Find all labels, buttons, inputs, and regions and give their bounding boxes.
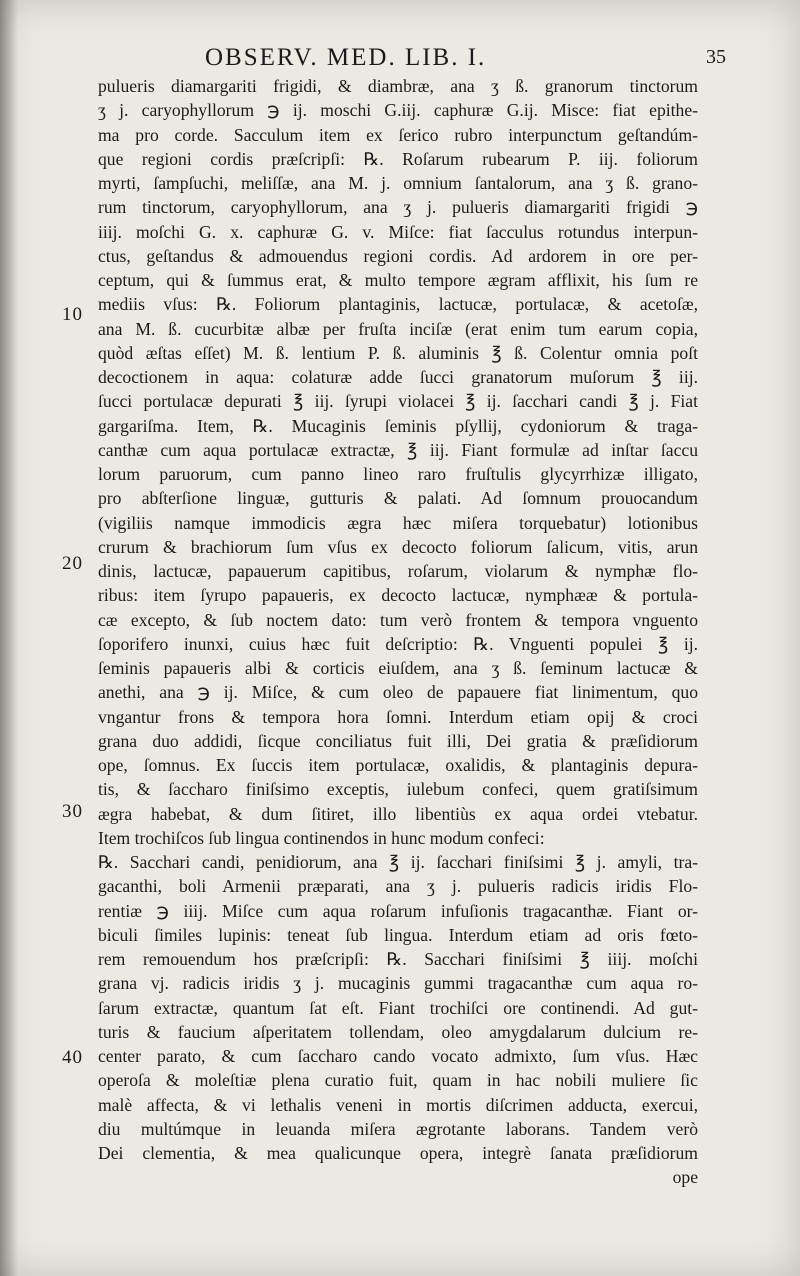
text-line: turis & faucium aſperitatem tollendam, oleo amygdalarum dulcium re- — [98, 1021, 698, 1042]
text-line: ſarum extractæ, quantum ſat eſt. Fiant trochiſci ore continendi. Ad gut- — [98, 997, 698, 1018]
text-line: ℞. Sacchari candi, penidiorum, ana ℥ ij. ſacchari finiſsimi ℥ j. amyli, tra- — [98, 852, 698, 872]
text-line: center parato, & cum ſaccharo cando vocato admixto, ſum vſus. Hæc — [98, 1046, 698, 1066]
text-line: biculi ſimiles lupinis: teneat ſub lingua. Interdum etiam ad oris fœto- — [98, 924, 698, 945]
body-text — [98, 74, 698, 1190]
text-line: rem remouendum hos præſcripſi: ℞. Sacchari finiſsimi ℥ iiij. moſchi — [98, 949, 698, 969]
text-line: operoſa & moleſtiæ plena curatio fuit, quam in hac nobili muliere ſic — [98, 1070, 698, 1091]
text-line: ceptum, qui & ſummus erat, & multo tempore ægram afflixit, his ſum re — [98, 270, 698, 290]
text-line: decoctionem in aqua: colaturæ adde ſucci granatorum muſorum ℥ iij. — [98, 367, 698, 387]
text-line: ribus: item ſyrupo papaueris, ex decocto lactucæ, nymphææ & portula- — [98, 585, 698, 606]
text-line: ope, ſomnus. Ex ſuccis item portulacæ, oxalidis, & plantaginis depura- — [98, 755, 698, 775]
running-head: OBSERV. MED. LIB. I. — [205, 44, 487, 71]
text-line: pulueris diamargariti frigidi, & diambræ, ana ʒ ß. granorum tinctorum — [98, 76, 698, 96]
text-line: vngantur frons & tempora hora ſomni. Interdum etiam opij & croci — [98, 706, 698, 727]
text-line: (vigiliis namque immodicis ægra hæc miſera torquebatur) lotionibus — [98, 512, 698, 533]
text-line: grana vj. radicis iridis ʒ j. mucaginis gummi tragacanthæ cum aqua ro- — [98, 973, 698, 994]
text-line: grana duo addidi, ſicque conciliatus fuit illi, Dei gratia & præſidiorum — [98, 730, 698, 751]
text-line: que regioni cordis præſcripſi: ℞. Roſarum rubearum P. iij. foliorum — [98, 148, 698, 169]
text-line: ſeminis papaueris albi & corticis eiuſdem, ana ʒ ß. ſeminum lactucæ & — [98, 658, 698, 678]
text-line: rentiæ ℈ iiij. Miſce cum aqua roſarum infuſionis tragacanthæ. Fiant or- — [98, 900, 698, 921]
text-line: diu multúmque in leuanda miſera ægrotante laborans. Tandem verò — [98, 1118, 698, 1139]
text-line: ctus, geſtandus & admouendus regioni cordis. Ad ardorem in ore per- — [98, 245, 698, 266]
text-line: rum tinctorum, caryophyllorum, ana ʒ j. pulueris diamargariti frigidi ℈ — [98, 197, 698, 218]
text-line: ʒ j. caryophyllorum ℈ ij. moschi G.iij. caphuræ G.ij. Misce: fiat epithe- — [98, 100, 698, 121]
text-line: ægra habebat, & dum ſitiret, illo libentiùs ex aqua ordei vtebatur. — [98, 803, 698, 824]
text-line: quòd æſtas eſſet) M. ß. lentium P. ß. aluminis ℥ ß. Colentur omnia poſt — [98, 342, 698, 363]
text-line: crurum & brachiorum ſum vſus ex decocto foliorum ſalicum, vitis, arun — [98, 536, 698, 557]
text-line: Dei clementia, & mea qualicunque opera, integrè ſanata præſidiorum — [98, 1143, 698, 1163]
margin-line-number: 20 — [62, 553, 83, 574]
text-line: malè affecta, & vi lethalis veneni in mortis diſcrimen adducta, exercui, — [98, 1094, 698, 1115]
text-line: canthæ cum aqua portulacæ extractæ, ℥ iij. Fiant formulæ ad inſtar ſaccu — [98, 439, 698, 460]
page-gutter-shadow — [0, 0, 18, 1276]
text-line: gacanthi, boli Armenii præparati, ana ʒ j. pulueris radicis iridis Flo- — [98, 876, 698, 897]
text-line: mediis vſus: ℞. Foliorum plantaginis, lactucæ, portulacæ, & acetoſæ, — [98, 294, 698, 315]
text-line: iiij. moſchi G. x. caphuræ G. v. Miſce: fiat ſacculus rotundus interpun- — [98, 221, 698, 242]
text-line: tis, & ſaccharo finiſsimo exceptis, iulebum confeci, quem gratiſsimum — [98, 779, 698, 800]
text-line: cæ excepto, & ſub noctem dato: tum verò frontem & tempora vnguento — [98, 609, 698, 630]
text-line: ana M. ß. cucurbitæ albæ per fruſta inciſæ (erat enim tum earum copia, — [98, 318, 698, 339]
margin-line-number: 10 — [62, 304, 83, 325]
text-line: Item trochiſcos ſub lingua continendos in hunc modum confeci: — [98, 827, 545, 848]
text-line: ſucci portulacæ depurati ℥ iij. ſyrupi violacei ℥ ij. ſacchari candi ℥ j. Fiat — [98, 391, 698, 412]
text-line: ſoporifero inunxi, cuius hæc fuit deſcriptio: ℞. Vnguenti populei ℥ ij. — [98, 633, 698, 654]
catchword: ope — [672, 1167, 698, 1188]
text-line: lorum paruorum, cum panno lineo raro fruſtulis glycyrrhizæ illigato, — [98, 464, 698, 484]
page-number: 35 — [706, 46, 726, 68]
text-line: ma pro corde. Sacculum item ex ſerico rubro interpunctum geſtandúm- — [98, 124, 698, 145]
text-line: gargariſma. Item, ℞. Mucaginis ſeminis pſyllij, cydoniorum & traga- — [98, 415, 698, 436]
text-line: anethi, ana ℈ ij. Miſce, & cum oleo de papauere fiat linimentum, quo — [98, 682, 698, 703]
text-line: myrti, ſampſuchi, meliſſæ, ana M. j. omnium ſantalorum, ana ʒ ß. grano- — [98, 173, 698, 193]
text-line: pro abſterſione linguæ, gutturis & palati. Ad ſomnum prouocandum — [98, 488, 698, 509]
margin-line-number: 40 — [62, 1047, 83, 1068]
text-line: dinis, lactucæ, papauerum capitibus, roſarum, violarum & nymphæ flo- — [98, 561, 698, 581]
margin-line-number: 30 — [62, 801, 83, 822]
